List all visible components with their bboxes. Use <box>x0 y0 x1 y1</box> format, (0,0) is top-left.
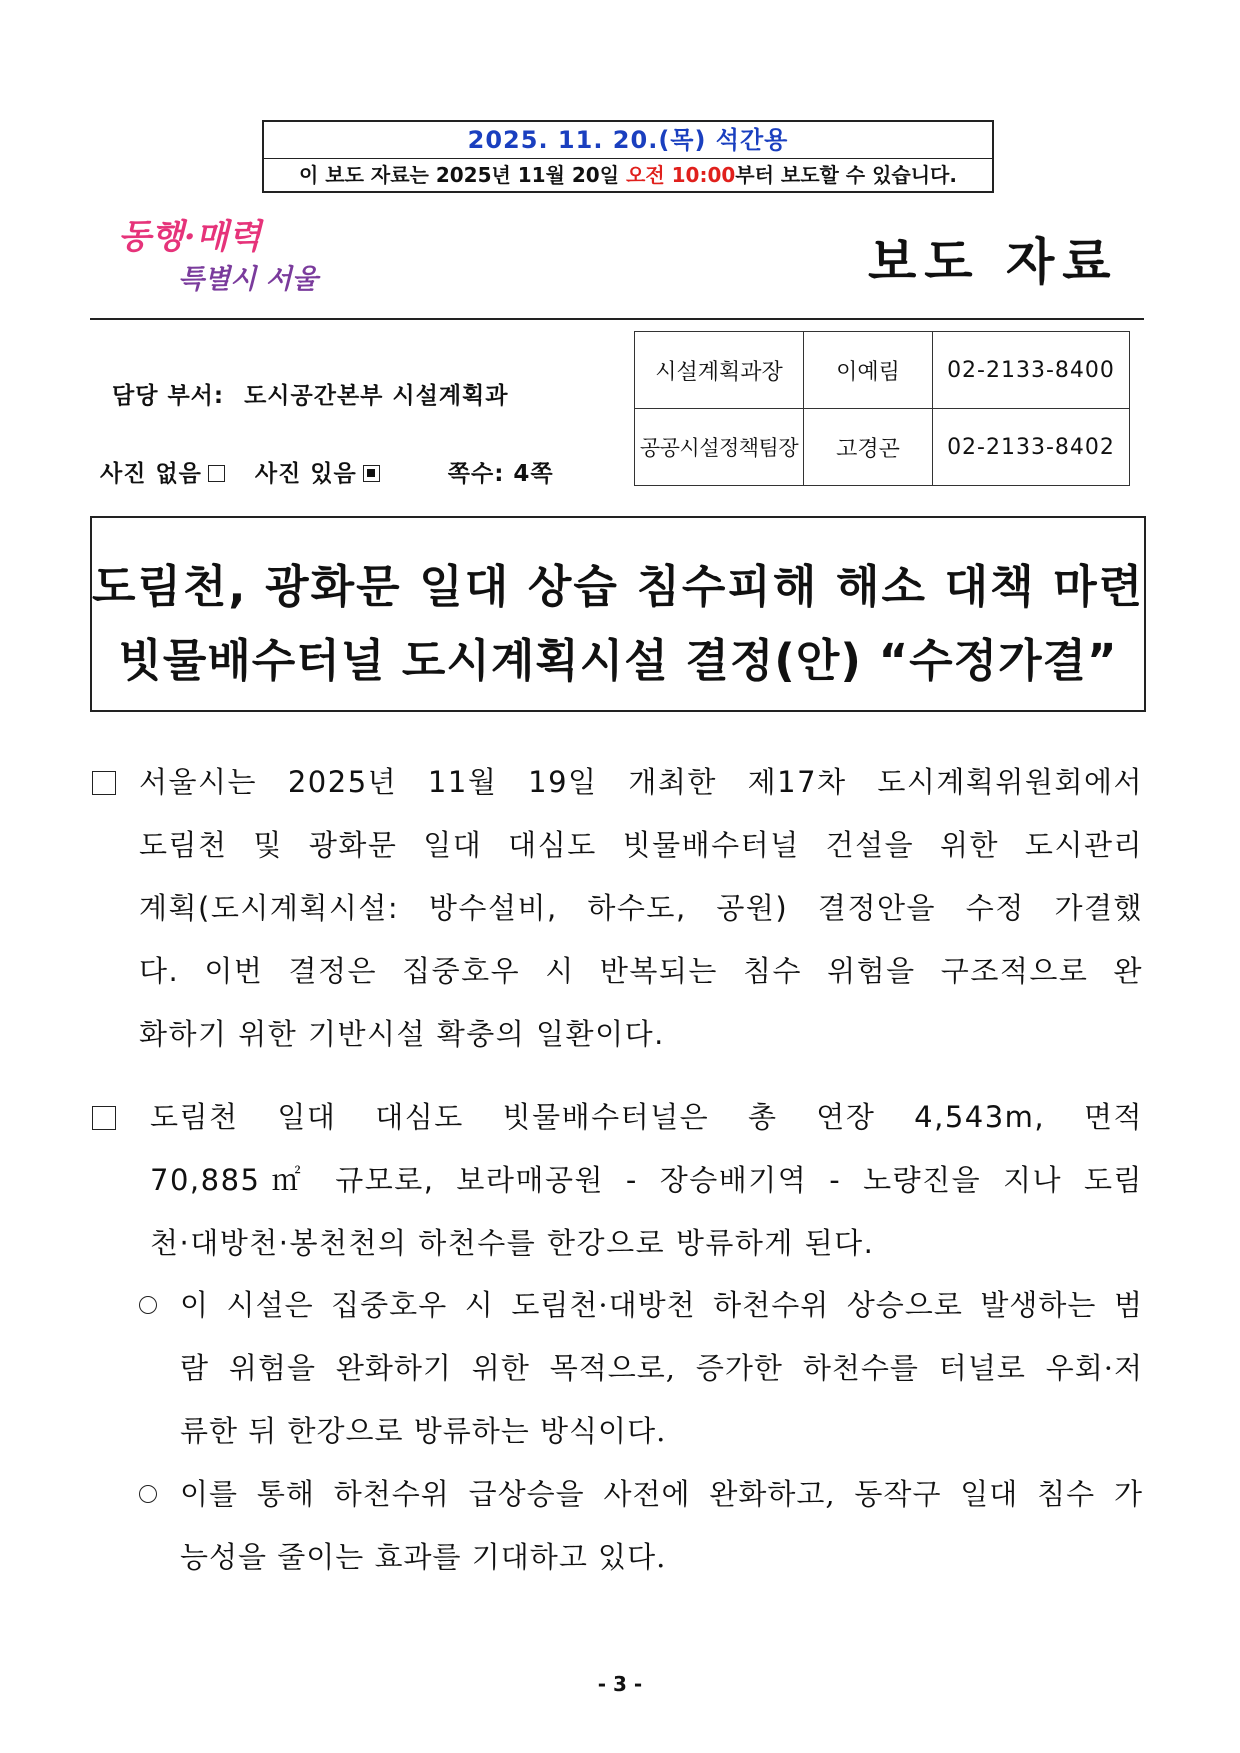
paragraph-line: 다. 이번 결정은 집중호우 시 반복되는 침수 위험을 구조적으로 완 <box>139 954 1143 988</box>
bullet-square <box>92 1106 116 1130</box>
embargo-box <box>262 120 994 193</box>
photo-yes-checkbox <box>363 465 380 482</box>
contacts-table <box>634 331 1130 486</box>
photo-none-checkbox <box>208 465 225 482</box>
paragraph-line: 계획(도시계획시설: 방수설비, 하수도, 공원) 결정안을 수정 가결했 <box>139 891 1143 925</box>
bullet-circle <box>139 1296 157 1314</box>
paragraph-line: 도림천 일대 대심도 빗물배수터널은 총 연장 4,543m, 면적 <box>150 1100 1143 1134</box>
photo-none-label: 사진 없음 <box>100 461 202 487</box>
paragraph-line: 화하기 위한 기반시설 확충의 일환이다. <box>139 1017 665 1051</box>
seoul-slogan-logo <box>112 208 332 298</box>
embargo-time: 오전 10:00 <box>626 163 736 187</box>
bullet-circle <box>139 1485 157 1503</box>
paragraph-line: 천·대방천·봉천천의 하천수를 한강으로 방류하게 된다. <box>150 1226 875 1260</box>
photo-yes-label: 사진 있음 <box>254 461 357 487</box>
sub-paragraph-2 <box>180 1463 1143 1589</box>
paragraph-line: 람 위험을 완화하기 위한 목적으로, 증가한 하천수를 터널로 우회·저 <box>180 1351 1143 1385</box>
paragraph-line: 도림천 및 광화문 일대 대심도 빗물배수터널 건설을 위한 도시관리 <box>139 828 1143 862</box>
contact-name: 고경곤 <box>804 409 933 486</box>
embargo-note-prefix: 이 보도 자료는 2025년 11월 20일 <box>299 163 627 187</box>
paragraph-line: 이를 통해 하천수위 급상승을 사전에 완화하고, 동작구 일대 침수 가 <box>180 1477 1143 1511</box>
header-divider <box>90 318 1144 320</box>
contact-phone: 02-2133-8400 <box>933 332 1130 409</box>
embargo-note <box>264 159 992 191</box>
paragraph-2 <box>150 1086 1143 1275</box>
contact-title: 공공시설정책팀장 <box>635 409 804 486</box>
headline-line1: 도림천, 광화문 일대 상습 침수피해 해소 대책 마련 <box>92 560 1145 613</box>
contact-row <box>635 409 1130 486</box>
paragraph-line: 서울시는 2025년 11월 19일 개최한 제17차 도시계획위원회에서 <box>139 765 1143 799</box>
document-type-title: 보도 자료 <box>868 233 1119 291</box>
headline-line2: 빗물배수터널 도시계획시설 결정(안) “수정가결” <box>118 634 1118 687</box>
paragraph-line: 류한 뒤 한강으로 방류하는 방식이다. <box>180 1414 667 1448</box>
logo-line1: 동행·매력 <box>118 217 262 257</box>
paragraph-line: 이 시설은 집중호우 시 도림천·대방천 하천수위 상승으로 발생하는 범 <box>180 1288 1143 1322</box>
department-info <box>112 377 508 410</box>
contact-row <box>635 332 1130 409</box>
headline-box <box>90 516 1146 712</box>
department-label: 담당 부서: <box>112 383 225 409</box>
contact-title: 시설계획과장 <box>635 332 804 409</box>
photo-info <box>100 455 554 488</box>
bullet-square <box>92 771 116 795</box>
contact-name: 이예림 <box>804 332 933 409</box>
embargo-date: 2025. 11. 20.(목) 석간용 <box>264 122 992 159</box>
contact-phone: 02-2133-8402 <box>933 409 1130 486</box>
sub-paragraph-1 <box>180 1274 1143 1463</box>
department-value: 도시공간본부 시설계획과 <box>244 383 509 409</box>
embargo-note-suffix: 부터 보도할 수 있습니다. <box>735 163 957 187</box>
page-count: 쪽수: 4쪽 <box>447 461 554 487</box>
paragraph-1 <box>139 751 1143 1066</box>
paragraph-line: 능성을 줄이는 효과를 기대하고 있다. <box>180 1540 667 1574</box>
logo-line2: 특별시 서울 <box>178 264 318 295</box>
paragraph-line: 70,885㎡ 규모로, 보라매공원 - 장승배기역 - 노량진을 지나 도림 <box>150 1163 1143 1197</box>
page-number: - 3 - <box>597 1672 643 1696</box>
